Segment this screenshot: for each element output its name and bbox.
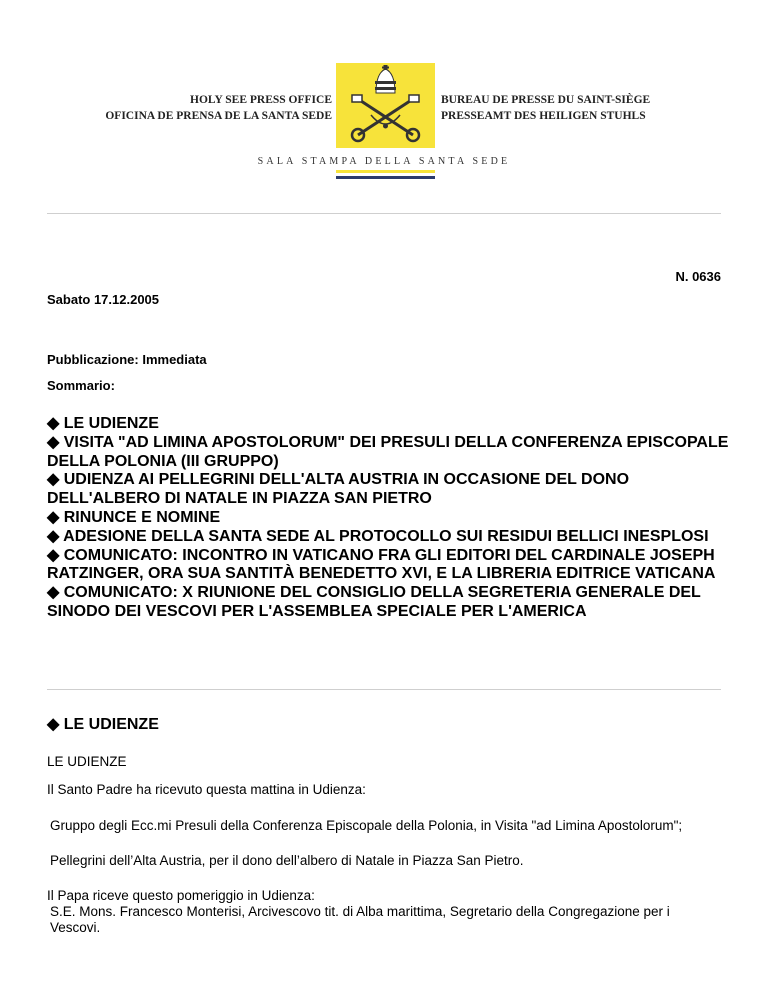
papal-keys-icon [336, 63, 435, 148]
summary-item[interactable]: ◆ ADESIONE DELLA SANTA SEDE AL PROTOCOLLO SUI RESIDUI BELLICI INESPLOSI [47, 527, 709, 545]
audience-intro: Il Santo Padre ha ricevuto questa mattina in Udienza: [47, 782, 366, 797]
office-name-english: HOLY SEE PRESS OFFICE [190, 94, 332, 106]
top-divider [47, 213, 721, 214]
audience-item-polonia: Gruppo degli Ecc.mi Presuli della Conferenza Episcopale della Polonia, in Visita "ad Limina Apostolorum"; [50, 818, 683, 833]
office-name-left [105, 92, 332, 124]
audience-item-austria: Pellegrini dell’Alta Austria, per il dono dell’albero di Natale in Piazza San Pietro. [50, 853, 524, 868]
office-name-spanish: OFICINA DE PRENSA DE LA SANTA SEDE [105, 110, 332, 122]
office-name-right [441, 92, 650, 124]
section-title: ◆ LE UDIENZE [47, 716, 159, 733]
summary-item[interactable]: ◆ LE UDIENZE [47, 415, 159, 432]
summary-label: Sommario: [47, 378, 115, 393]
sala-stampa-title: SALA STAMPA DELLA SANTA SEDE [257, 156, 511, 167]
summary-item[interactable]: ◆ COMUNICATO: X RIUNIONE DEL CONSIGLIO DELLA SEGRETERIA GENERALE DEL SINODO DEI VESCOVI PER L'ASSEMBLEA SPECIALE PER L'AMERICA [47, 584, 701, 620]
bulletin-number: N. 0636 [675, 269, 721, 284]
summary-item[interactable]: ◆ RINUNCE E NOMINE [47, 508, 221, 526]
summary-item[interactable]: ◆ COMUNICATO: INCONTRO IN VATICANO FRA GLI EDITORI DEL CARDINALE JOSEPH RATZINGER, ORA SUA SANTITÀ BENEDETTO XVI, E LA LIBRERIA EDITRICE VATICANA [47, 546, 716, 583]
press-office-header [0, 0, 768, 200]
afternoon-intro: Il Papa riceve questo pomeriggio in Udienza: [47, 888, 315, 903]
publication-status: Pubblicazione: Immediata [47, 352, 207, 367]
bulletin-date: Sabato 17.12.2005 [47, 292, 160, 307]
office-name-french: BUREAU DE PRESSE DU SAINT-SIÈGE [441, 94, 651, 106]
afternoon-item: S.E. Mons. Francesco Monterisi, Arcivescovo tit. di Alba marittima, Segretario della Congregazione per i Vescovi. [50, 904, 670, 935]
papal-emblem [336, 63, 435, 148]
section-divider [47, 689, 721, 690]
section-subtitle: LE UDIENZE [47, 754, 127, 769]
summary-item[interactable]: ◆ VISITA "AD LIMINA APOSTOLORUM" DEI PRESULI DELLA CONFERENZA EPISCOPALE DELLA POLONIA (III GRUPPO) [47, 433, 729, 470]
flag-stripes [336, 170, 435, 179]
summary-list [47, 415, 737, 622]
office-name-german: PRESSEAMT DES HEILIGEN STUHLS [441, 110, 646, 122]
summary-item[interactable]: ◆ UDIENZA AI PELLEGRINI DELL'ALTA AUSTRIA IN OCCASIONE DEL DONO DELL'ALBERO DI NATALE IN PIAZZA SAN PIETRO [47, 471, 630, 508]
